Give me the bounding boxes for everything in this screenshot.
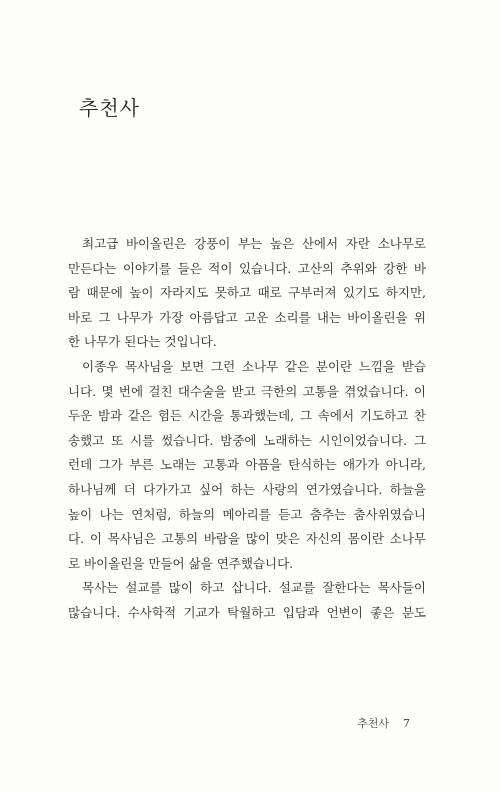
text-line: 다. 이 목사님은 고통의 바람을 많이 맞은 자신의 몸이란 소나무 — [68, 531, 426, 547]
body-text — [68, 232, 426, 626]
text-line: 높이 나는 연처럼, 하늘의 메아리를 듣고 춤추는 춤사위였습니 — [68, 506, 426, 522]
text-line: 하나님께 더 다가가고 싶어 하는 사랑의 연가였습니다. 하늘을 — [68, 481, 426, 497]
text-line: 만든다는 이야기를 들은 적이 있습니다. 고산의 추위와 강한 바 — [68, 260, 426, 276]
page-number: 7 — [403, 717, 410, 730]
text-line: 송했고 또 시를 썼습니다. 밤중에 노래하는 시인이었습니다. 그 — [68, 432, 426, 448]
text-line: 목사는 설교를 많이 하고 삽니다. 설교를 잘한다는 목사들이 — [82, 580, 426, 596]
text-line: 두운 밤과 같은 험든 시간을 통과했는데, 그 속에서 기도하고 찬 — [68, 408, 426, 424]
text-line: 로 바이올린을 만들어 삶을 연주했습니다. — [68, 555, 294, 571]
chapter-title: 추천사 — [79, 96, 140, 120]
text-line: 람 때문에 높이 자라지도 못하고 때로 구부러져 있기도 하지만, — [68, 285, 426, 301]
text-line: 니다. 몇 번에 걸친 대수술을 받고 극한의 고통을 겪었습니다. 이 — [68, 383, 426, 399]
text-line: 최고급 바이올린은 강풍이 부는 높은 산에서 자란 소나무로 — [82, 236, 426, 251]
text-line: 바로 그 나무가 가장 아름답고 고운 소리를 내는 바이올린을 위 — [68, 309, 426, 325]
text-line: 한 나무가 된다는 것입니다. — [68, 334, 217, 350]
text-line: 많습니다. 수사학적 기교가 탁월하고 입담과 언변이 좋은 분도 — [68, 604, 426, 620]
text-line: 런데 그가 부른 노래는 고통과 아픔을 탄식하는 애가가 아니라, — [68, 457, 426, 473]
text-line: 이종우 목사님을 보면 그런 소나무 같은 분이란 느낌을 받습 — [82, 358, 426, 374]
page-footer — [357, 715, 410, 731]
running-head: 추천사 — [357, 717, 389, 730]
